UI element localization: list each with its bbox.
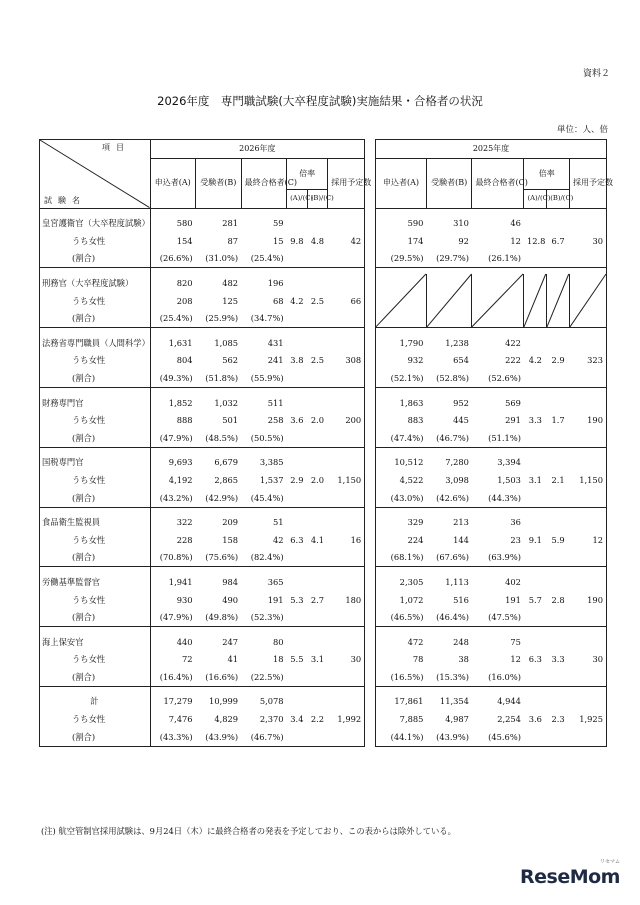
- prev-planned-value: 1,150: [569, 454, 606, 507]
- women-examinees-value: 490: [222, 594, 239, 605]
- prev-examinees-value: 1,238: [445, 337, 469, 348]
- share-passers-value: (25.4%): [241, 250, 287, 268]
- passers-value: 5,078: [259, 696, 284, 707]
- prev-share-examinees-value: (67.6%): [426, 549, 472, 567]
- women-examinees-value: 158: [222, 534, 239, 545]
- prev-ratio-ac-value: 9.1: [524, 514, 547, 567]
- women-applicants-value: 4,192: [168, 474, 193, 485]
- document-title: 2026年度 専門職試験(大卒程度試験)実施結果・合格者の状況: [157, 94, 483, 108]
- prev-share-passers-value: (26.1%): [472, 250, 524, 268]
- share-applicants-value: (47.9%): [150, 429, 196, 447]
- women-applicants-value: 72: [182, 654, 193, 665]
- women-applicants-value: 228: [176, 534, 193, 545]
- exam-name: 刑務官（大卒程度試験）: [40, 274, 151, 292]
- prev-ratio-ac-value: 3.6: [524, 693, 547, 746]
- prev-ratio-ac-value: 12.8: [524, 215, 547, 268]
- prev-share-applicants-value: (16.5%): [376, 668, 427, 686]
- prev-ratio-bc-value: 1.7: [547, 394, 570, 447]
- examinees-value: 209: [222, 517, 239, 528]
- women-passers-value: 241: [267, 355, 284, 366]
- prev-share-passers-value: (47.5%): [472, 608, 524, 626]
- prev-applicants-value: 17,861: [376, 693, 427, 711]
- prev-ratio-bc-value: 6.7: [547, 215, 570, 268]
- table-row: [40, 334, 607, 352]
- passers-value: 51: [273, 517, 284, 528]
- ratio-ac-value: 9.8: [287, 215, 308, 268]
- women-label: うち女性: [40, 710, 151, 728]
- applicants-value: 9,693: [168, 457, 193, 468]
- header-ratio-ac-prev: (A)/(C): [524, 190, 547, 209]
- prev-examinees-value: 1,113: [445, 576, 469, 587]
- women-applicants-value: 804: [176, 355, 193, 366]
- women-passers-value: 1,537: [259, 474, 284, 485]
- ratio-bc-value: 2.2: [307, 693, 328, 746]
- share-applicants-value: (25.4%): [150, 310, 196, 328]
- resemom-logo: ReseMom: [520, 866, 620, 888]
- ratio-bc-value: 3.1: [307, 633, 328, 686]
- women-label: うち女性: [40, 651, 151, 669]
- prev-ratio-bc-value: 2.1: [547, 454, 570, 507]
- share-applicants-value: (49.3%): [150, 369, 196, 387]
- prev-women-applicants-value: 78: [376, 651, 427, 669]
- prev-women-examinees-value: 654: [453, 355, 469, 366]
- prev-passers-value: 36: [510, 517, 521, 528]
- women-label: うち女性: [40, 531, 151, 549]
- header-examinees: 受験者(B): [196, 159, 242, 209]
- prev-applicants-value: 1,790: [376, 334, 427, 352]
- prev-planned-value: 190: [569, 573, 606, 626]
- prev-planned-value: 323: [569, 334, 606, 387]
- share-examinees-value: (25.9%): [196, 310, 242, 328]
- planned-value: 180: [328, 573, 365, 626]
- prev-women-applicants-value: 1,072: [376, 591, 427, 609]
- share-label: (割合): [40, 668, 151, 686]
- prev-share-applicants-value: (52.1%): [376, 369, 427, 387]
- header-item: 項目: [102, 143, 130, 152]
- prev-applicants-value: 10,512: [376, 454, 427, 472]
- prev-passers-value: 422: [505, 337, 521, 348]
- examinees-value: 10,999: [209, 696, 239, 707]
- prev-ratio-bc-value: 2.9: [547, 334, 570, 387]
- ratio-ac-value: 5.5: [287, 633, 308, 686]
- prev-ratio-ac-value: 3.3: [524, 394, 547, 447]
- passers-value: 365: [267, 576, 284, 587]
- table-row: [40, 633, 607, 651]
- prev-passers-value: 75: [510, 636, 521, 647]
- share-applicants-value: (47.9%): [150, 608, 196, 626]
- prev-share-applicants-value: (47.4%): [376, 429, 427, 447]
- prev-women-applicants-value: 174: [376, 232, 427, 250]
- prev-applicants-value: 2,305: [376, 573, 427, 591]
- not-applicable-cell: [547, 274, 570, 327]
- planned-value: 16: [328, 514, 365, 567]
- applicants-value: 440: [176, 636, 193, 647]
- share-applicants-value: (70.8%): [150, 549, 196, 567]
- women-applicants-value: 930: [176, 594, 193, 605]
- header-year-current: 2026年度: [150, 140, 365, 159]
- resemom-logo-sub: リセマム: [600, 859, 620, 865]
- share-examinees-value: (31.0%): [196, 250, 242, 268]
- table-row: [40, 215, 607, 233]
- prev-passers-value: 402: [505, 576, 521, 587]
- planned-value: 30: [328, 633, 365, 686]
- footnote: (注) 航空管制官採用試験は、9月24日（木）に最終合格者の発表を予定しており、この表からは除外している。: [41, 826, 456, 836]
- prev-share-examinees-value: (42.6%): [426, 489, 472, 507]
- women-examinees-value: 501: [222, 415, 239, 426]
- women-applicants-value: 154: [176, 235, 193, 246]
- women-examinees-value: 87: [227, 235, 239, 246]
- unit-label: 単位：人、倍: [556, 125, 608, 135]
- prev-share-examinees-value: (15.3%): [426, 668, 472, 686]
- header-final-passers: 最終合格者(C): [241, 159, 287, 209]
- ratio-bc-value: 4.1: [307, 514, 328, 567]
- exam-name: 財務専門官: [40, 394, 151, 412]
- prev-share-examinees-value: (43.9%): [426, 728, 472, 746]
- share-examinees-value: (49.8%): [196, 608, 242, 626]
- women-applicants-value: 7,476: [168, 714, 193, 725]
- share-passers-value: (52.3%): [241, 608, 287, 626]
- prev-women-passers-value: 222: [505, 355, 521, 366]
- prev-ratio-bc-value: 3.3: [547, 633, 570, 686]
- share-label: (割合): [40, 608, 151, 626]
- prev-women-passers-value: 23: [510, 534, 521, 545]
- applicants-value: 1,631: [168, 337, 193, 348]
- not-applicable-cell: [524, 274, 547, 327]
- prev-women-applicants-value: 224: [376, 531, 427, 549]
- planned-value: 1,992: [328, 693, 365, 746]
- prev-examinees-value: 248: [453, 636, 469, 647]
- planned-value: 66: [328, 274, 365, 327]
- passers-value: 196: [267, 278, 284, 289]
- ratio-bc-value: 2.5: [307, 274, 328, 327]
- prev-women-passers-value: 191: [505, 594, 521, 605]
- ratio-bc-value: 2.5: [307, 334, 328, 387]
- examinees-value: 482: [222, 278, 239, 289]
- share-applicants-value: (43.3%): [150, 728, 196, 746]
- prev-share-passers-value: (45.6%): [472, 728, 524, 746]
- prev-examinees-value: 11,354: [439, 696, 469, 707]
- prev-women-examinees-value: 445: [453, 415, 469, 426]
- examinees-value: 6,679: [214, 457, 239, 468]
- table-row: [40, 693, 607, 711]
- prev-share-examinees-value: (46.7%): [426, 429, 472, 447]
- ratio-ac-value: 3.6: [287, 394, 308, 447]
- share-label: (割合): [40, 250, 151, 268]
- prev-women-examinees-value: 3,098: [445, 474, 469, 485]
- share-examinees-value: (42.9%): [196, 489, 242, 507]
- ratio-ac-value: 6.3: [287, 514, 308, 567]
- header-ratio-ac: (A)/(C): [287, 190, 308, 209]
- prev-passers-value: 46: [510, 218, 521, 229]
- header-applicants: 申込者(A): [150, 159, 196, 209]
- examinees-value: 281: [222, 218, 239, 229]
- planned-value: 1,150: [328, 454, 365, 507]
- prev-share-applicants-value: (43.0%): [376, 489, 427, 507]
- share-label: (割合): [40, 429, 151, 447]
- prev-share-examinees-value: (46.4%): [426, 608, 472, 626]
- women-examinees-value: 562: [222, 355, 239, 366]
- applicants-value: 820: [176, 278, 193, 289]
- ratio-bc-value: 2.0: [307, 394, 328, 447]
- prev-women-applicants-value: 883: [376, 412, 427, 430]
- prev-share-examinees-value: (29.7%): [426, 250, 472, 268]
- prev-planned-value: 30: [569, 633, 606, 686]
- share-label: (割合): [40, 728, 151, 746]
- applicants-value: 1,852: [168, 397, 193, 408]
- passers-value: 431: [267, 337, 284, 348]
- ratio-ac-value: 5.3: [287, 573, 308, 626]
- examinees-value: 984: [222, 576, 239, 587]
- prev-share-passers-value: (63.9%): [472, 549, 524, 567]
- women-label: うち女性: [40, 591, 151, 609]
- not-applicable-cell: [472, 274, 524, 327]
- prev-examinees-value: 7,280: [445, 457, 469, 468]
- ratio-ac-value: 4.2: [287, 274, 308, 327]
- prev-ratio-ac-value: 5.7: [524, 573, 547, 626]
- women-label: うち女性: [40, 232, 151, 250]
- prev-women-examinees-value: 38: [458, 654, 469, 665]
- share-label: (割合): [40, 369, 151, 387]
- prev-share-applicants-value: (44.1%): [376, 728, 427, 746]
- share-passers-value: (50.5%): [241, 429, 287, 447]
- header-ratio-prev: 倍率: [524, 159, 570, 190]
- prev-passers-value: 569: [505, 397, 521, 408]
- women-label: うち女性: [40, 471, 151, 489]
- share-examinees-value: (16.6%): [196, 668, 242, 686]
- share-applicants-value: (16.4%): [150, 668, 196, 686]
- exam-name: 計: [40, 693, 151, 711]
- prev-share-applicants-value: (68.1%): [376, 549, 427, 567]
- exam-name: 法務省専門職員（人間科学）: [40, 334, 151, 352]
- planned-value: 308: [328, 334, 365, 387]
- results-table: [39, 139, 613, 747]
- share-label: (割合): [40, 310, 151, 328]
- prev-women-examinees-value: 516: [453, 594, 469, 605]
- not-applicable-cell: [426, 274, 472, 327]
- prev-share-passers-value: (51.1%): [472, 429, 524, 447]
- header-examinees-prev: 受験者(B): [426, 159, 472, 209]
- prev-examinees-value: 952: [453, 397, 469, 408]
- document-label: 資料２: [582, 69, 610, 79]
- prev-women-passers-value: 12: [510, 235, 521, 246]
- prev-share-applicants-value: (29.5%): [376, 250, 427, 268]
- prev-examinees-value: 213: [453, 517, 469, 528]
- table-row: [40, 394, 607, 412]
- prev-examinees-value: 310: [453, 218, 469, 229]
- women-passers-value: 68: [273, 295, 284, 306]
- prev-women-passers-value: 1,503: [497, 474, 521, 485]
- prev-women-applicants-value: 932: [376, 352, 427, 370]
- share-passers-value: (45.4%): [241, 489, 287, 507]
- prev-applicants-value: 1,863: [376, 394, 427, 412]
- prev-ratio-ac-value: 6.3: [524, 633, 547, 686]
- women-passers-value: 191: [267, 594, 284, 605]
- not-applicable-cell: [376, 274, 427, 327]
- women-examinees-value: 2,865: [214, 474, 239, 485]
- examinees-value: 247: [222, 636, 239, 647]
- ratio-bc-value: 2.7: [307, 573, 328, 626]
- header-year-prev: 2025年度: [376, 140, 607, 159]
- women-applicants-value: 208: [176, 295, 193, 306]
- women-passers-value: 18: [273, 654, 284, 665]
- prev-share-passers-value: (52.6%): [472, 369, 524, 387]
- header-corner-cell: [40, 140, 151, 209]
- prev-ratio-ac-value: 4.2: [524, 334, 547, 387]
- prev-ratio-ac-value: 3.1: [524, 454, 547, 507]
- women-passers-value: 2,370: [259, 714, 284, 725]
- exam-name: 食品衛生監視員: [40, 514, 151, 532]
- ratio-bc-value: 2.0: [307, 454, 328, 507]
- share-examinees-value: (43.9%): [196, 728, 242, 746]
- prev-planned-value: 1,925: [569, 693, 606, 746]
- women-examinees-value: 4,829: [214, 714, 239, 725]
- header-planned-prev: 採用予定数: [569, 159, 606, 209]
- prev-share-applicants-value: (46.5%): [376, 608, 427, 626]
- planned-value: 200: [328, 394, 365, 447]
- prev-share-passers-value: (16.0%): [472, 668, 524, 686]
- table-row: [40, 573, 607, 591]
- share-examinees-value: (51.8%): [196, 369, 242, 387]
- header-ratio-bc: (B)/(C): [307, 190, 328, 209]
- prev-women-passers-value: 2,254: [497, 714, 521, 725]
- share-passers-value: (46.7%): [241, 728, 287, 746]
- share-label: (割合): [40, 549, 151, 567]
- prev-women-passers-value: 291: [505, 415, 521, 426]
- women-passers-value: 258: [267, 415, 284, 426]
- prev-women-examinees-value: 4,987: [445, 714, 469, 725]
- share-passers-value: (22.5%): [241, 668, 287, 686]
- passers-value: 80: [273, 636, 284, 647]
- applicants-value: 1,941: [168, 576, 193, 587]
- examinees-value: 1,032: [214, 397, 239, 408]
- share-passers-value: (34.7%): [241, 310, 287, 328]
- prev-applicants-value: 472: [376, 633, 427, 651]
- prev-passers-value: 4,944: [497, 696, 521, 707]
- share-label: (割合): [40, 489, 151, 507]
- table-row: [40, 274, 607, 292]
- prev-applicants-value: 329: [376, 514, 427, 532]
- women-passers-value: 15: [273, 235, 284, 246]
- prev-share-passers-value: (44.3%): [472, 489, 524, 507]
- women-examinees-value: 125: [222, 295, 239, 306]
- header-final-passers-prev: 最終合格者(C): [472, 159, 524, 209]
- ratio-ac-value: 3.8: [287, 334, 308, 387]
- share-passers-value: (55.9%): [241, 369, 287, 387]
- prev-passers-value: 3,394: [497, 457, 521, 468]
- planned-value: 42: [328, 215, 365, 268]
- prev-applicants-value: 590: [376, 215, 427, 233]
- exam-name: 皇宮護衛官（大卒程度試験）: [40, 215, 151, 233]
- prev-share-examinees-value: (52.8%): [426, 369, 472, 387]
- prev-ratio-bc-value: 2.8: [547, 573, 570, 626]
- prev-women-examinees-value: 144: [453, 534, 469, 545]
- prev-women-applicants-value: 4,522: [376, 471, 427, 489]
- ratio-ac-value: 3.4: [287, 693, 308, 746]
- header-exam-name: 試験名: [44, 195, 86, 205]
- women-examinees-value: 41: [227, 654, 239, 665]
- prev-planned-value: 12: [569, 514, 606, 567]
- header-ratio-bc-prev: (B)/(C): [547, 190, 570, 209]
- share-examinees-value: (75.6%): [196, 549, 242, 567]
- header-applicants-prev: 申込者(A): [376, 159, 427, 209]
- prev-ratio-bc-value: 2.3: [547, 693, 570, 746]
- exam-name: 労働基準監督官: [40, 573, 151, 591]
- share-applicants-value: (43.2%): [150, 489, 196, 507]
- header-ratio: 倍率: [287, 159, 328, 190]
- share-passers-value: (82.4%): [241, 549, 287, 567]
- passers-value: 511: [267, 397, 284, 408]
- passers-value: 59: [273, 218, 284, 229]
- share-applicants-value: (26.6%): [150, 250, 196, 268]
- women-label: うち女性: [40, 292, 151, 310]
- exam-name: 海上保安官: [40, 633, 151, 651]
- examinees-value: 1,085: [214, 337, 239, 348]
- prev-women-passers-value: 12: [510, 654, 521, 665]
- prev-women-applicants-value: 7,885: [376, 710, 427, 728]
- women-passers-value: 42: [273, 534, 284, 545]
- exam-name: 国税専門官: [40, 454, 151, 472]
- women-applicants-value: 888: [176, 415, 193, 426]
- not-applicable-cell: [569, 274, 606, 327]
- table-row: [40, 454, 607, 472]
- applicants-value: 322: [176, 517, 193, 528]
- prev-ratio-bc-value: 5.9: [547, 514, 570, 567]
- women-label: うち女性: [40, 352, 151, 370]
- women-label: うち女性: [40, 412, 151, 430]
- table-row: [40, 514, 607, 532]
- header-planned: 採用予定数: [328, 159, 365, 209]
- applicants-value: 580: [176, 218, 193, 229]
- ratio-bc-value: 4.8: [307, 215, 328, 268]
- prev-planned-value: 30: [569, 215, 606, 268]
- prev-planned-value: 190: [569, 394, 606, 447]
- prev-women-examinees-value: 92: [458, 235, 469, 246]
- ratio-ac-value: 2.9: [287, 454, 308, 507]
- passers-value: 3,385: [259, 457, 284, 468]
- applicants-value: 17,279: [163, 696, 193, 707]
- share-examinees-value: (48.5%): [196, 429, 242, 447]
